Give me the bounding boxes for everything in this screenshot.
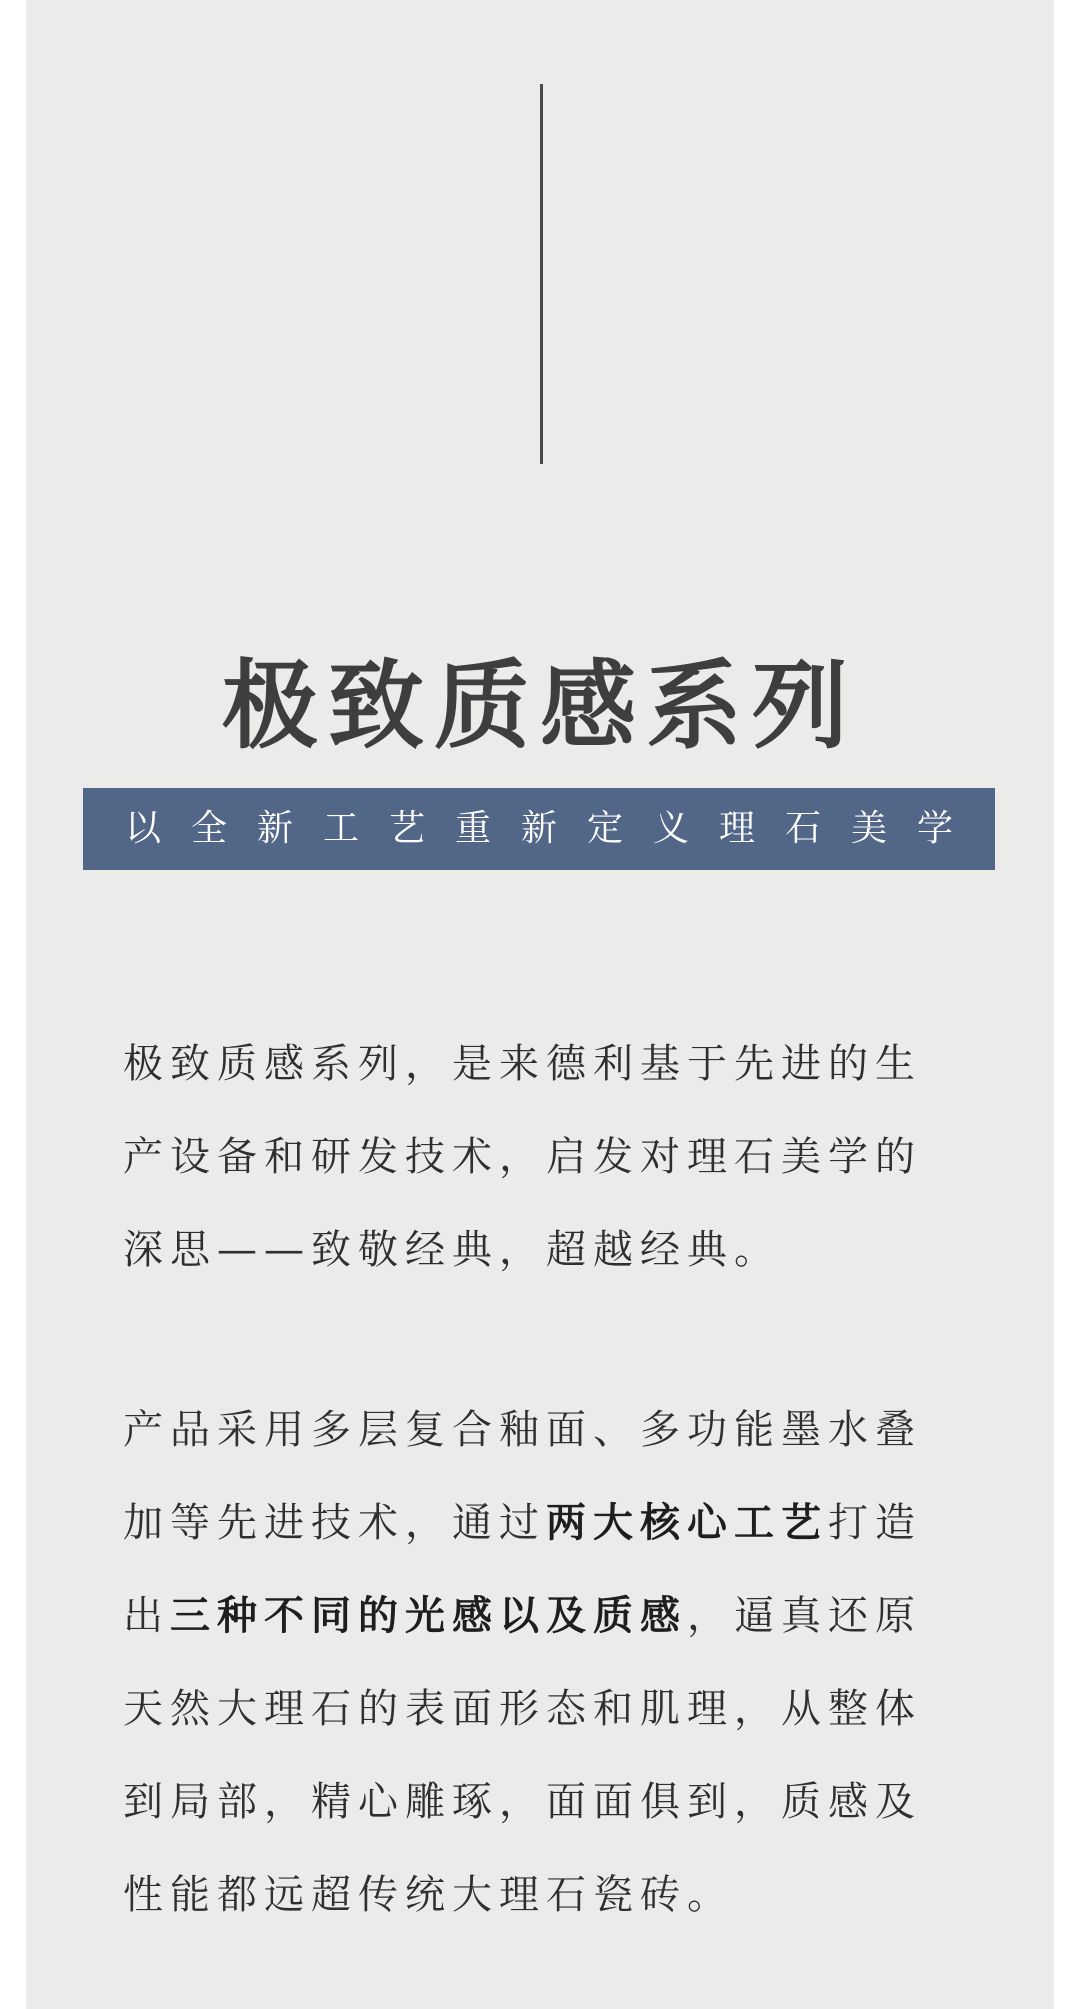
highlight-text: 两大核心工艺 bbox=[546, 1500, 828, 1546]
subtitle-banner bbox=[83, 788, 995, 870]
paragraph-text: 产品采用多层复合釉面、多功能墨水叠加等先进技术，通过 bbox=[123, 1407, 922, 1546]
article-page bbox=[26, 0, 1054, 2009]
intro-paragraph: 极致质感系列，是来德利基于先进的生产设备和研发技术，启发对理石美学的深思——致敬经典，超越经典。 bbox=[123, 1041, 922, 1273]
paragraph-text: 打造出 bbox=[123, 1500, 922, 1639]
highlight-text: 三种不同的光感以及质感 bbox=[170, 1593, 687, 1639]
page-title: 极致质感系列 bbox=[222, 650, 858, 762]
description-paragraph bbox=[123, 1384, 963, 1942]
decorative-vertical-line bbox=[540, 84, 543, 464]
subtitle-text: 以全新工艺重新定义理石美学 bbox=[124, 808, 983, 849]
paragraph-text: ，逼真还原天然大理石的表面形态和肌理，从整体到局部，精心雕琢，面面俱到，质感及性能都远超传统大理石瓷砖。 bbox=[123, 1593, 922, 1918]
